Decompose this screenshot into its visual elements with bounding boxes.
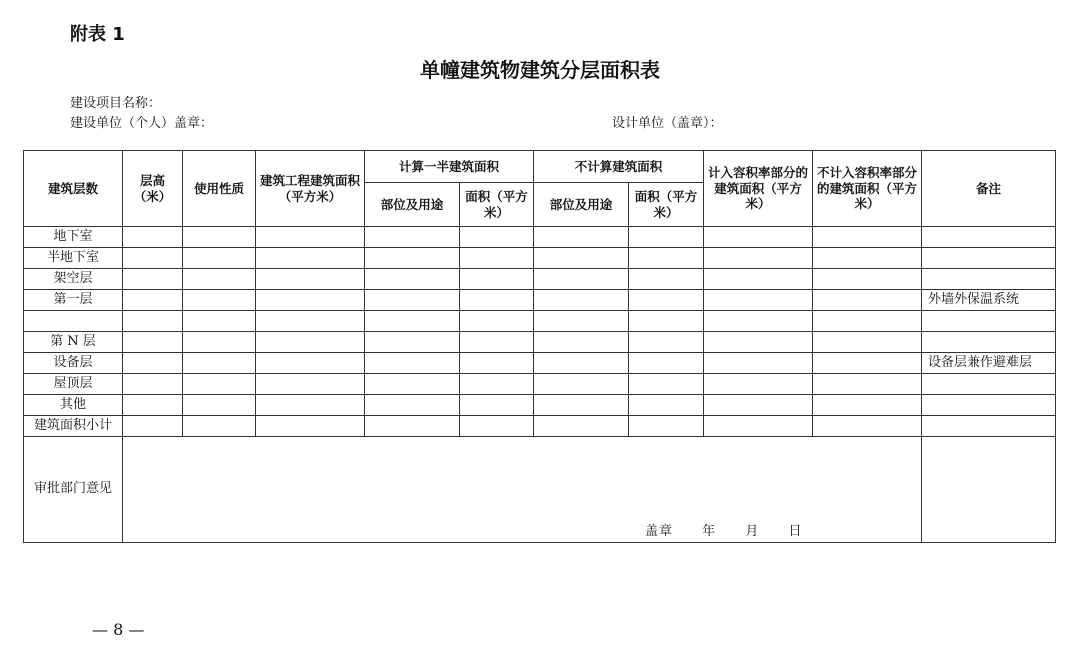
table-cell	[813, 311, 922, 332]
table-row	[24, 269, 1056, 290]
table-cell	[534, 227, 629, 248]
floor-cell: 第一层	[24, 290, 123, 311]
table-cell	[183, 374, 256, 395]
floor-cell	[24, 311, 123, 332]
day-text: 日	[788, 523, 803, 539]
table-cell	[813, 248, 922, 269]
table-cell	[534, 290, 629, 311]
table-cell	[460, 269, 534, 290]
table-cell	[460, 353, 534, 374]
table-row	[24, 332, 1056, 353]
approval-remark	[922, 437, 1056, 543]
table-cell	[704, 269, 813, 290]
table-cell	[460, 332, 534, 353]
table-cell	[256, 332, 365, 353]
remark-cell	[922, 269, 1056, 290]
approval-row	[24, 437, 1056, 543]
table-cell	[460, 416, 534, 437]
table-row	[24, 311, 1056, 332]
header-usage: 使用性质	[183, 151, 256, 227]
header-row	[24, 151, 1056, 183]
table-cell	[813, 269, 922, 290]
header-half-area-part: 部位及用途	[365, 183, 460, 227]
table-cell	[460, 248, 534, 269]
table-cell	[704, 395, 813, 416]
table-cell	[123, 311, 183, 332]
table-cell	[123, 290, 183, 311]
table-cell	[629, 290, 704, 311]
table-row	[24, 248, 1056, 269]
header-remarks: 备注	[922, 151, 1056, 227]
seal-date-line	[645, 524, 826, 540]
remark-cell	[922, 248, 1056, 269]
remark-cell	[922, 416, 1056, 437]
table-cell	[534, 374, 629, 395]
remark-cell: 外墙外保温系统	[922, 290, 1056, 311]
table-cell	[365, 353, 460, 374]
table-cell	[365, 311, 460, 332]
table-cell	[256, 269, 365, 290]
project-name-label: 建设项目名称：	[70, 96, 162, 111]
approval-area	[123, 437, 922, 543]
floor-cell: 架空层	[24, 269, 123, 290]
table-cell	[629, 248, 704, 269]
table-cell	[534, 416, 629, 437]
approval-label: 审批部门意见	[24, 437, 123, 543]
table-cell	[704, 227, 813, 248]
table-row	[24, 374, 1056, 395]
table-cell	[365, 332, 460, 353]
table-cell	[123, 395, 183, 416]
table-cell	[534, 248, 629, 269]
table-cell	[256, 248, 365, 269]
remark-cell	[922, 332, 1056, 353]
table-row	[24, 416, 1056, 437]
table-cell	[123, 416, 183, 437]
table-cell	[365, 374, 460, 395]
table-cell	[460, 395, 534, 416]
table-cell	[256, 416, 365, 437]
header-excluded-size: 面积（平方米）	[629, 183, 704, 227]
floor-cell: 半地下室	[24, 248, 123, 269]
header-height: 层高（米）	[123, 151, 183, 227]
table-cell	[183, 227, 256, 248]
designer-seal-label: 设计单位（盖章）：	[612, 116, 723, 131]
header-half-area-size: 面积（平方米）	[460, 183, 534, 227]
table-cell	[460, 227, 534, 248]
floor-cell: 其他	[24, 395, 123, 416]
table-cell	[123, 353, 183, 374]
table-cell	[460, 374, 534, 395]
table-cell	[365, 248, 460, 269]
table-cell	[534, 332, 629, 353]
table-cell	[629, 269, 704, 290]
table-cell	[629, 311, 704, 332]
table-cell	[460, 290, 534, 311]
seal-text: 盖章	[645, 523, 674, 539]
table-row	[24, 353, 1056, 374]
table-cell	[123, 374, 183, 395]
table-cell	[183, 311, 256, 332]
floor-area-table	[23, 150, 1056, 543]
table-cell	[813, 290, 922, 311]
table-cell	[256, 395, 365, 416]
table-cell	[183, 332, 256, 353]
month-text: 月	[745, 523, 760, 539]
table-cell	[256, 353, 365, 374]
table-cell	[704, 416, 813, 437]
table-cell	[123, 248, 183, 269]
header-excluded-part: 部位及用途	[534, 183, 629, 227]
remark-cell	[922, 311, 1056, 332]
table-cell	[183, 416, 256, 437]
table-cell	[183, 269, 256, 290]
table-cell	[704, 332, 813, 353]
document-title: 单幢建筑物建筑分层面积表	[420, 58, 660, 82]
header-excluded-group: 不计算建筑面积	[534, 151, 704, 183]
table-row	[24, 227, 1056, 248]
table-cell	[534, 395, 629, 416]
table-cell	[704, 290, 813, 311]
floor-cell: 地下室	[24, 227, 123, 248]
table-cell	[534, 353, 629, 374]
remark-cell	[922, 374, 1056, 395]
table-cell	[256, 374, 365, 395]
floor-cell: 设备层	[24, 353, 123, 374]
table-cell	[813, 416, 922, 437]
table-cell	[123, 332, 183, 353]
table-cell	[365, 269, 460, 290]
table-cell	[365, 290, 460, 311]
table-cell	[629, 227, 704, 248]
table-cell	[365, 227, 460, 248]
table-cell	[629, 374, 704, 395]
header-construction-area: 建筑工程建筑面积（平方米）	[256, 151, 365, 227]
builder-seal-label: 建设单位（个人）盖章：	[70, 116, 214, 131]
table-row	[24, 290, 1056, 311]
table-cell	[183, 248, 256, 269]
table-cell	[704, 353, 813, 374]
table-cell	[256, 311, 365, 332]
table-cell	[183, 395, 256, 416]
table-cell	[629, 395, 704, 416]
header-half-area-group: 计算一半建筑面积	[365, 151, 534, 183]
floor-cell: 第 N 层	[24, 332, 123, 353]
table-cell	[534, 269, 629, 290]
table-cell	[704, 374, 813, 395]
table-cell	[813, 353, 922, 374]
table-cell	[813, 395, 922, 416]
table-cell	[365, 416, 460, 437]
table-row	[24, 395, 1056, 416]
header-far-excluded: 不计入容积率部分的建筑面积（平方米）	[813, 151, 922, 227]
table-cell	[704, 248, 813, 269]
year-text: 年	[702, 523, 717, 539]
table-cell	[629, 332, 704, 353]
table-cell	[629, 353, 704, 374]
table-cell	[256, 290, 365, 311]
header-far-included: 计入容积率部分的建筑面积（平方米）	[704, 151, 813, 227]
floor-cell: 建筑面积小计	[24, 416, 123, 437]
remark-cell	[922, 227, 1056, 248]
remark-cell: 设备层兼作避难层	[922, 353, 1056, 374]
page-number: — 8 —	[92, 620, 145, 639]
table-cell	[534, 311, 629, 332]
header-floor: 建筑层数	[24, 151, 123, 227]
table-cell	[123, 269, 183, 290]
table-cell	[813, 374, 922, 395]
table-cell	[183, 290, 256, 311]
table-cell	[183, 353, 256, 374]
remark-cell	[922, 395, 1056, 416]
table-cell	[123, 227, 183, 248]
appendix-label: 附表 1	[70, 24, 125, 45]
table-cell	[256, 227, 365, 248]
table-cell	[704, 311, 813, 332]
table-cell	[365, 395, 460, 416]
table-cell	[813, 227, 922, 248]
table-cell	[629, 416, 704, 437]
table-cell	[460, 311, 534, 332]
table-cell	[813, 332, 922, 353]
floor-cell: 屋顶层	[24, 374, 123, 395]
